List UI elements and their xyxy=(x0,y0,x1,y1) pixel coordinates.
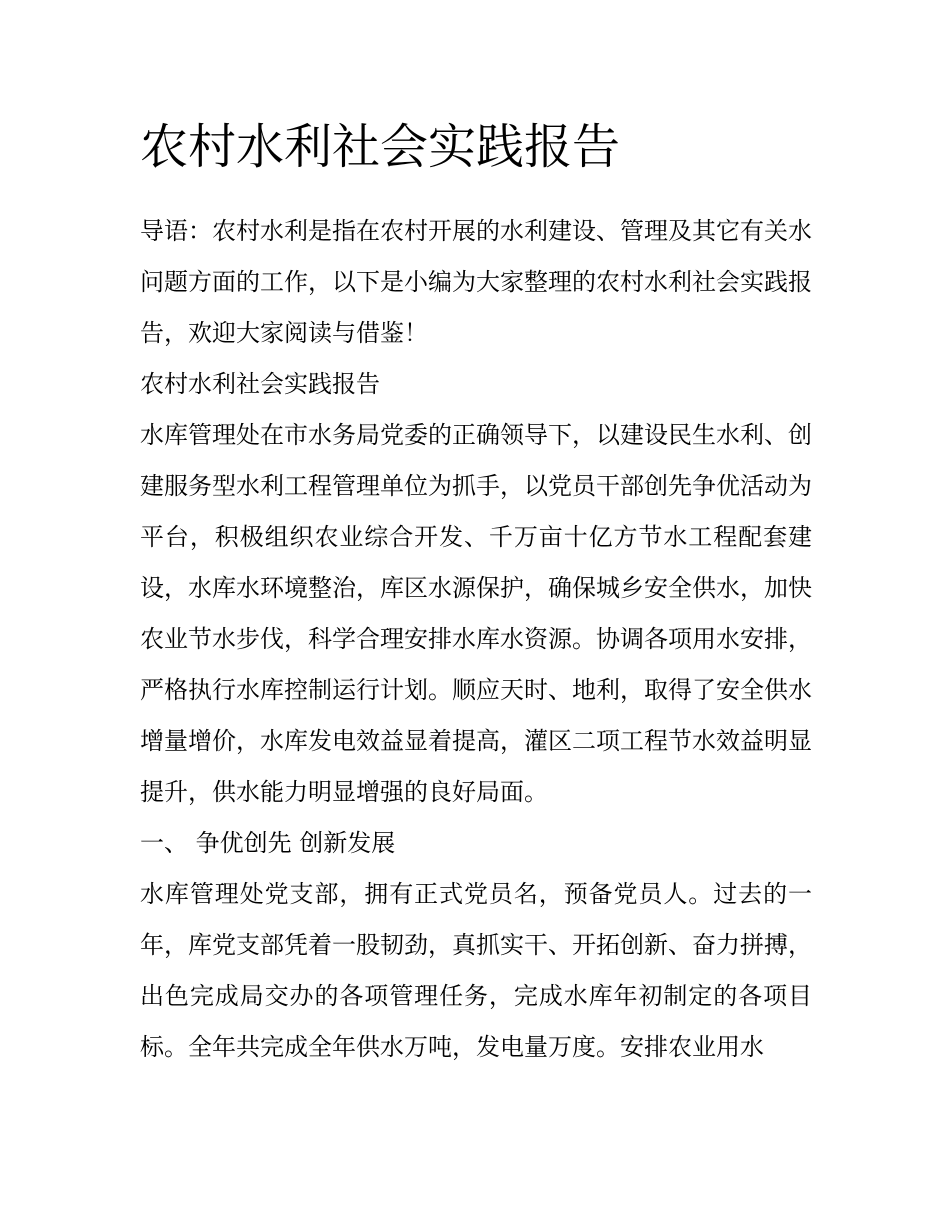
body-paragraph-1: 水库管理处在市水务局党委的正确领导下，以建设民生水利、创建服务型水利工程管理单位为抓手，以党员干部创先争优活动为平台，积极组织农业综合开发、千万亩十亿方节水工程配套建设，水库水环境整治，库区水源保护，确保城乡安全供水，加快农业节水步伐，科学合理安排水库水资源。协调各项用水安排，严格执行水库控制运行计划。顺应天时、地利，取得了安全供水增量增价，水库发电效益显着提高，灌区二项工程节水效益明显提升，供水能力明显增强的良好局面。 xyxy=(140,421,812,806)
intro-paragraph: 导语：农村水利是指在农村开展的水利建设、管理及其它有关水问题方面的工作，以下是小编为大家整理的农村水利社会实践报告，欢迎大家阅读与借鉴！ xyxy=(140,217,812,347)
section-heading-1: 一、 争优创先 创新发展 xyxy=(140,829,396,857)
document-title: 农村水利社会实践报告 xyxy=(140,119,621,175)
report-subtitle: 农村水利社会实践报告 xyxy=(140,370,380,398)
document-content xyxy=(140,112,812,1073)
body-paragraph-2: 水库管理处党支部，拥有正式党员名，预备党员人。过去的一年，库党支部凭着一股韧劲，真抓实干、开拓创新、奋力拼搏，出色完成局交办的各项管理任务，完成水库年初制定的各项目标。全年共完成全年供水万吨，发电量万度。安排农业用水 xyxy=(140,880,812,1061)
